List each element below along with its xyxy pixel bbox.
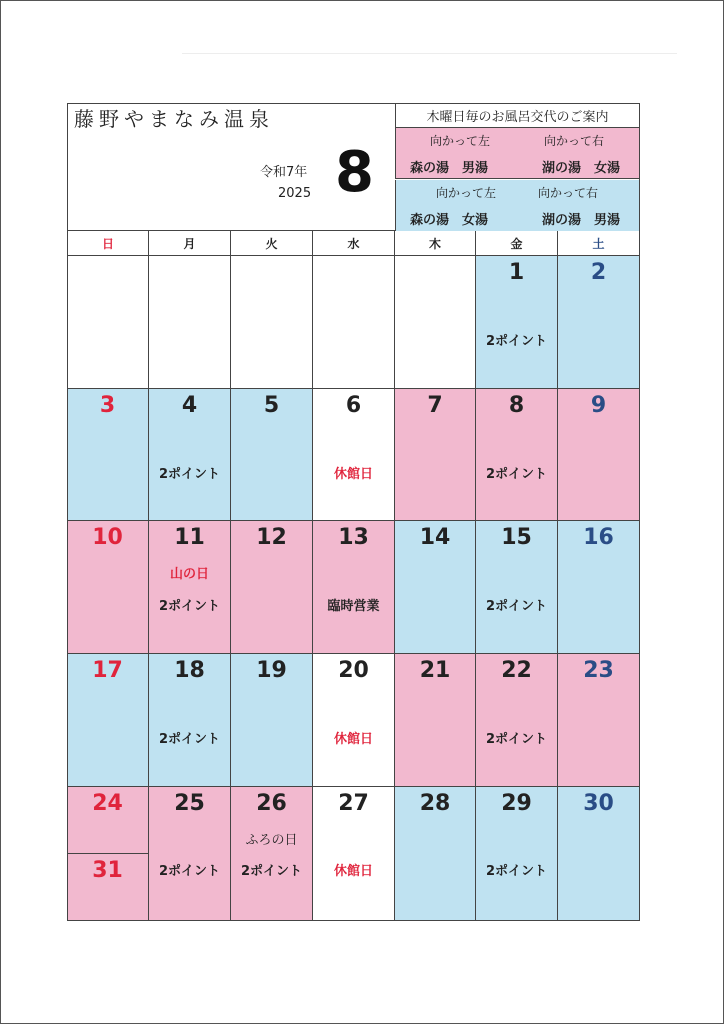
- day-cell: [476, 389, 558, 521]
- left-bath: 森の湯 男湯: [410, 161, 489, 176]
- closed-label: 休館日: [333, 864, 373, 879]
- day-number: 23: [583, 658, 614, 683]
- left-label: 向かって左: [430, 134, 491, 148]
- day-cell: [231, 521, 313, 654]
- day-cell: [395, 389, 476, 521]
- day-number: 15: [501, 525, 532, 550]
- bath-rotation-title: 木曜日毎のお風呂交代のご案内: [395, 104, 639, 128]
- left-label: 向かって左: [436, 186, 497, 200]
- day-number: 5: [263, 393, 280, 418]
- day-number: 29: [501, 791, 532, 816]
- day-cell: [313, 654, 395, 787]
- day-cell: [395, 787, 476, 921]
- day-cell: [231, 787, 313, 921]
- day-number: 19: [256, 658, 287, 683]
- point-label: 2ポイント: [485, 334, 548, 349]
- point-label: 2ポイント: [158, 732, 221, 747]
- day-number: 16: [583, 525, 614, 550]
- weekday-header: 火: [231, 231, 313, 256]
- day-number: 28: [419, 791, 451, 816]
- day-cell: [476, 256, 558, 389]
- day-cell: [149, 521, 231, 654]
- empty-day-cell: [395, 256, 476, 389]
- day-cell: [558, 256, 640, 389]
- day-number: 21: [419, 658, 451, 683]
- day-number: 4: [181, 393, 198, 418]
- day-cell: [558, 521, 640, 654]
- empty-day-cell: [67, 256, 149, 389]
- holiday-label: 山の日: [169, 567, 209, 582]
- point-label: 2ポイント: [485, 732, 548, 747]
- western-year: 2025: [278, 186, 312, 201]
- weekday-header: 水: [313, 231, 395, 256]
- day-number: 24: [92, 791, 123, 816]
- point-label: 2ポイント: [485, 467, 548, 482]
- empty-day-cell: [149, 256, 231, 389]
- day-cell: [231, 654, 313, 787]
- right-bath: 湖の湯 女湯: [542, 161, 621, 176]
- point-label: 2ポイント: [485, 599, 548, 614]
- empty-day-cell: [313, 256, 395, 389]
- day-cell: [67, 389, 149, 521]
- day-cell: [149, 787, 231, 921]
- bath-rotation-row-pink: [395, 128, 639, 179]
- day-number: 11: [174, 525, 205, 550]
- day-number: 6: [345, 393, 362, 418]
- right-bath: 湖の湯 男湯: [542, 213, 621, 228]
- day-cell: [67, 854, 149, 921]
- point-label: 臨時営業: [327, 599, 380, 614]
- day-number: 30: [583, 791, 614, 816]
- day-number: 18: [174, 658, 205, 683]
- day-cell: [395, 521, 476, 654]
- day-number: 12: [256, 525, 287, 550]
- day-cell: [149, 654, 231, 787]
- empty-day-cell: [231, 256, 313, 389]
- day-number: 20: [338, 658, 369, 683]
- day-number: 14: [419, 525, 451, 550]
- point-label: 2ポイント: [485, 864, 548, 879]
- divider: [182, 53, 677, 54]
- weekday-header: 日: [67, 231, 149, 256]
- day-number: 31: [92, 858, 123, 883]
- point-label: 2ポイント: [240, 864, 303, 879]
- point-label: 2ポイント: [158, 467, 221, 482]
- weekday-header: 木: [395, 231, 476, 256]
- weekday-header: 金: [476, 231, 558, 256]
- day-number: 13: [338, 525, 369, 550]
- point-label: 2ポイント: [158, 599, 221, 614]
- day-cell: [558, 654, 640, 787]
- month-number: 8: [335, 140, 374, 205]
- day-cell: [67, 521, 149, 654]
- day-number: 17: [92, 658, 123, 683]
- holiday-label: ふろの日: [245, 833, 298, 848]
- era-year: 令和7年: [260, 165, 308, 180]
- day-cell: [67, 654, 149, 787]
- right-label: 向かって右: [544, 134, 605, 148]
- day-cell: [558, 787, 640, 921]
- day-number: 3: [99, 393, 116, 418]
- day-number: 1: [508, 260, 525, 285]
- day-cell: [476, 521, 558, 654]
- day-number: 8: [508, 393, 525, 418]
- day-cell: [149, 389, 231, 521]
- day-cell: [67, 787, 149, 854]
- right-label: 向かって右: [538, 186, 599, 200]
- day-number: 2: [590, 260, 607, 285]
- day-cell: [313, 787, 395, 921]
- day-cell: [313, 389, 395, 521]
- day-cell: [476, 654, 558, 787]
- day-cell: [313, 521, 395, 654]
- day-number: 26: [256, 791, 287, 816]
- day-cell: [476, 787, 558, 921]
- day-number: 7: [427, 393, 443, 418]
- day-cell: [558, 389, 640, 521]
- day-number: 27: [338, 791, 369, 816]
- day-number: 22: [501, 658, 532, 683]
- left-bath: 森の湯 女湯: [410, 213, 489, 228]
- day-number: 10: [92, 525, 123, 550]
- day-number: 25: [174, 791, 205, 816]
- facility-title: 藤野やまなみ温泉: [74, 107, 274, 131]
- weekday-header: 月: [149, 231, 231, 256]
- day-cell: [231, 389, 313, 521]
- day-cell: [395, 654, 476, 787]
- closed-label: 休館日: [333, 467, 373, 482]
- weekday-header: 土: [558, 231, 640, 256]
- point-label: 2ポイント: [158, 864, 221, 879]
- bath-rotation-row-blue: [395, 180, 639, 231]
- day-number: 9: [590, 393, 607, 418]
- closed-label: 休館日: [333, 732, 373, 747]
